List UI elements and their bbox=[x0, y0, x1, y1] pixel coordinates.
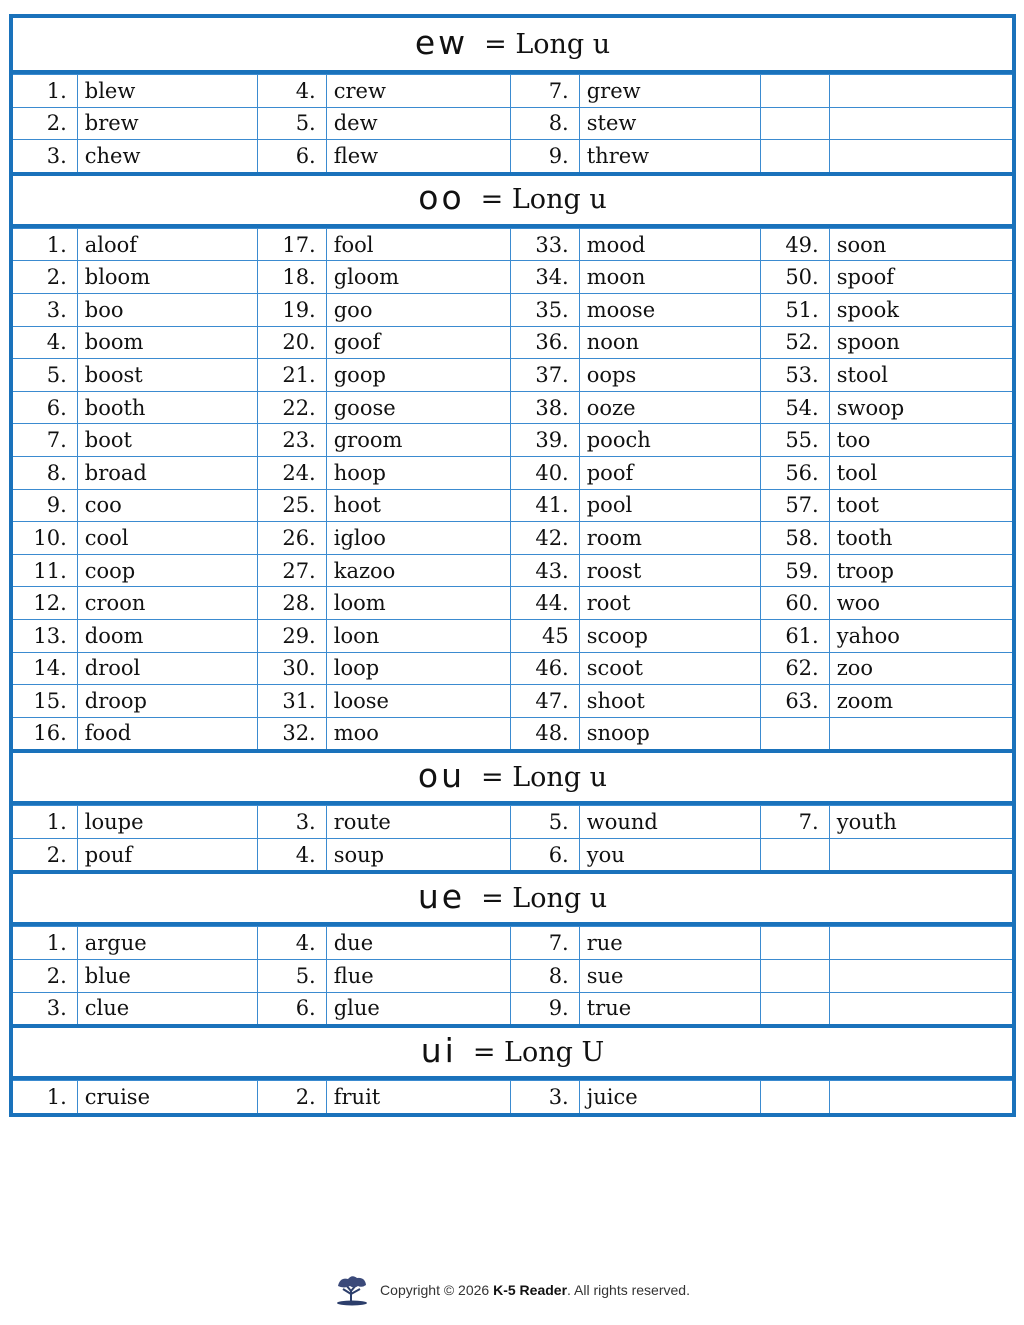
vocab-word: pooch bbox=[579, 424, 761, 457]
vocab-word bbox=[829, 107, 1012, 140]
item-number: 19. bbox=[258, 293, 326, 326]
vocab-word: brew bbox=[77, 107, 258, 140]
item-number: 22. bbox=[258, 391, 326, 424]
item-number: 51. bbox=[761, 293, 829, 326]
table-row bbox=[13, 522, 1012, 555]
item-number: 5. bbox=[258, 960, 326, 993]
vocab-word: bloom bbox=[77, 261, 258, 294]
item-number: 35. bbox=[511, 293, 579, 326]
vocab-word: loom bbox=[326, 587, 511, 620]
vocab-word: blue bbox=[77, 960, 258, 993]
section-oo bbox=[13, 172, 1012, 750]
item-number bbox=[761, 717, 829, 749]
item-number: 30. bbox=[258, 652, 326, 685]
section-ew bbox=[13, 18, 1012, 172]
vocab-word: route bbox=[326, 806, 511, 839]
section-header bbox=[13, 749, 1012, 805]
item-number: 49. bbox=[761, 228, 829, 261]
item-number: 21. bbox=[258, 359, 326, 392]
vocab-word: fool bbox=[326, 228, 511, 261]
vocab-word bbox=[829, 717, 1012, 749]
item-number: 10. bbox=[13, 522, 77, 555]
table-row bbox=[13, 587, 1012, 620]
section-header bbox=[13, 18, 1012, 74]
table-row bbox=[13, 261, 1012, 294]
copyright-prefix: Copyright © 2026 bbox=[380, 1282, 490, 1298]
vocab-word: spoof bbox=[829, 261, 1012, 294]
vocab-word: aloof bbox=[77, 228, 258, 261]
item-number: 38. bbox=[511, 391, 579, 424]
item-number: 5. bbox=[258, 107, 326, 140]
spelling-pattern: ew bbox=[414, 22, 469, 62]
vocab-word: zoom bbox=[829, 685, 1012, 718]
item-number: 6. bbox=[258, 992, 326, 1024]
table-row bbox=[13, 1081, 1012, 1113]
word-table bbox=[13, 228, 1012, 750]
vocab-word: pool bbox=[579, 489, 761, 522]
vocab-word bbox=[829, 140, 1012, 172]
vocab-word: flue bbox=[326, 960, 511, 993]
section-ou bbox=[13, 749, 1012, 870]
vocab-word: grew bbox=[579, 75, 761, 108]
spelling-pattern: ue bbox=[417, 876, 466, 916]
item-number: 36. bbox=[511, 326, 579, 359]
item-number: 29. bbox=[258, 619, 326, 652]
table-row bbox=[13, 456, 1012, 489]
table-row bbox=[13, 960, 1012, 993]
item-number: 23. bbox=[258, 424, 326, 457]
item-number: 16. bbox=[13, 717, 77, 749]
vocab-word: kazoo bbox=[326, 554, 511, 587]
vocab-word: ooze bbox=[579, 391, 761, 424]
vocab-word: droop bbox=[77, 685, 258, 718]
vocab-word: argue bbox=[77, 927, 258, 960]
vocab-word: hoop bbox=[326, 456, 511, 489]
item-number: 46. bbox=[511, 652, 579, 685]
item-number: 41. bbox=[511, 489, 579, 522]
vocab-word: true bbox=[579, 992, 761, 1024]
vocab-word: blew bbox=[77, 75, 258, 108]
vocab-word: boost bbox=[77, 359, 258, 392]
vocab-word: moose bbox=[579, 293, 761, 326]
vocab-word: loon bbox=[326, 619, 511, 652]
vocab-word: doom bbox=[77, 619, 258, 652]
vocab-word bbox=[829, 992, 1012, 1024]
vocab-word bbox=[829, 838, 1012, 870]
vocab-word: juice bbox=[579, 1081, 761, 1113]
section-ue bbox=[13, 870, 1012, 1024]
word-table bbox=[13, 1080, 1012, 1113]
item-number: 24. bbox=[258, 456, 326, 489]
vocab-word: pouf bbox=[77, 838, 258, 870]
spelling-pattern: ui bbox=[420, 1030, 457, 1070]
section-header bbox=[13, 870, 1012, 926]
item-number: 45 bbox=[511, 619, 579, 652]
item-number: 12. bbox=[13, 587, 77, 620]
item-number: 9. bbox=[13, 489, 77, 522]
item-number: 3. bbox=[258, 806, 326, 839]
vocab-word: goop bbox=[326, 359, 511, 392]
item-number: 55. bbox=[761, 424, 829, 457]
vocab-word: youth bbox=[829, 806, 1012, 839]
item-number: 63. bbox=[761, 685, 829, 718]
sound-label: = Long u bbox=[484, 28, 611, 60]
sound-label: = Long u bbox=[480, 184, 607, 216]
table-row bbox=[13, 359, 1012, 392]
vocab-word: clue bbox=[77, 992, 258, 1024]
table-row bbox=[13, 107, 1012, 140]
sound-label: = Long u bbox=[481, 882, 608, 914]
vocab-word: chew bbox=[77, 140, 258, 172]
vocab-word: boom bbox=[77, 326, 258, 359]
item-number: 53. bbox=[761, 359, 829, 392]
vocab-word: gloom bbox=[326, 261, 511, 294]
vocab-word: shoot bbox=[579, 685, 761, 718]
item-number: 9. bbox=[511, 992, 579, 1024]
item-number bbox=[761, 960, 829, 993]
section-header bbox=[13, 172, 1012, 228]
table-row bbox=[13, 326, 1012, 359]
vocab-word: hoot bbox=[326, 489, 511, 522]
item-number: 2. bbox=[13, 838, 77, 870]
vocab-word: scoot bbox=[579, 652, 761, 685]
item-number bbox=[761, 107, 829, 140]
item-number: 20. bbox=[258, 326, 326, 359]
vocab-word: soup bbox=[326, 838, 511, 870]
item-number: 2. bbox=[13, 261, 77, 294]
vocab-word: goo bbox=[326, 293, 511, 326]
vocab-word: troop bbox=[829, 554, 1012, 587]
item-number bbox=[761, 75, 829, 108]
item-number: 4. bbox=[258, 838, 326, 870]
vocab-word bbox=[829, 927, 1012, 960]
vocab-word: tooth bbox=[829, 522, 1012, 555]
word-table bbox=[13, 926, 1012, 1024]
vocab-word bbox=[829, 960, 1012, 993]
item-number: 37. bbox=[511, 359, 579, 392]
vocab-word: fruit bbox=[326, 1081, 511, 1113]
item-number: 56. bbox=[761, 456, 829, 489]
spelling-pattern: oo bbox=[418, 178, 465, 218]
item-number: 7. bbox=[511, 927, 579, 960]
word-table bbox=[13, 74, 1012, 172]
section-header bbox=[13, 1024, 1012, 1080]
spelling-pattern: ou bbox=[417, 755, 466, 795]
table-row bbox=[13, 554, 1012, 587]
item-number: 1. bbox=[13, 927, 77, 960]
item-number: 6. bbox=[13, 391, 77, 424]
item-number: 1. bbox=[13, 75, 77, 108]
item-number: 8. bbox=[511, 960, 579, 993]
vocab-word: stool bbox=[829, 359, 1012, 392]
vocab-word: goof bbox=[326, 326, 511, 359]
item-number: 7. bbox=[13, 424, 77, 457]
section-ui bbox=[13, 1024, 1012, 1113]
item-number: 7. bbox=[511, 75, 579, 108]
item-number: 28. bbox=[258, 587, 326, 620]
vocab-word: too bbox=[829, 424, 1012, 457]
table-row bbox=[13, 685, 1012, 718]
item-number bbox=[761, 927, 829, 960]
item-number: 40. bbox=[511, 456, 579, 489]
tree-logo-icon bbox=[334, 1274, 370, 1306]
item-number: 1. bbox=[13, 1081, 77, 1113]
vocab-word: threw bbox=[579, 140, 761, 172]
item-number: 27. bbox=[258, 554, 326, 587]
vocab-word: flew bbox=[326, 140, 511, 172]
vocab-word: dew bbox=[326, 107, 511, 140]
item-number: 4. bbox=[258, 75, 326, 108]
vocab-word: sue bbox=[579, 960, 761, 993]
item-number: 48. bbox=[511, 717, 579, 749]
item-number: 13. bbox=[13, 619, 77, 652]
item-number: 14. bbox=[13, 652, 77, 685]
table-row bbox=[13, 424, 1012, 457]
vocab-word: stew bbox=[579, 107, 761, 140]
item-number: 3. bbox=[13, 293, 77, 326]
vocab-word: broad bbox=[77, 456, 258, 489]
item-number: 50. bbox=[761, 261, 829, 294]
item-number: 42. bbox=[511, 522, 579, 555]
vocab-word bbox=[829, 1081, 1012, 1113]
table-row bbox=[13, 140, 1012, 172]
item-number: 57. bbox=[761, 489, 829, 522]
table-row bbox=[13, 293, 1012, 326]
vocab-word: cool bbox=[77, 522, 258, 555]
item-number: 4. bbox=[13, 326, 77, 359]
vocab-word: roost bbox=[579, 554, 761, 587]
item-number: 52. bbox=[761, 326, 829, 359]
item-number: 5. bbox=[511, 806, 579, 839]
item-number: 17. bbox=[258, 228, 326, 261]
vocab-word: poof bbox=[579, 456, 761, 489]
vocab-word: yahoo bbox=[829, 619, 1012, 652]
item-number: 6. bbox=[258, 140, 326, 172]
vocab-word: moon bbox=[579, 261, 761, 294]
item-number: 15. bbox=[13, 685, 77, 718]
copyright-footer bbox=[0, 1272, 1024, 1308]
vocab-word: glue bbox=[326, 992, 511, 1024]
vocab-word: spook bbox=[829, 293, 1012, 326]
vocab-word: you bbox=[579, 838, 761, 870]
vocab-word: loose bbox=[326, 685, 511, 718]
copyright-suffix: . All rights reserved. bbox=[567, 1282, 690, 1298]
vocab-word: igloo bbox=[326, 522, 511, 555]
vocab-word: boo bbox=[77, 293, 258, 326]
vocab-word: coop bbox=[77, 554, 258, 587]
vocab-word: room bbox=[579, 522, 761, 555]
vocab-word: boot bbox=[77, 424, 258, 457]
vocab-word: mood bbox=[579, 228, 761, 261]
table-row bbox=[13, 838, 1012, 870]
item-number: 3. bbox=[13, 140, 77, 172]
vocab-word: tool bbox=[829, 456, 1012, 489]
table-row bbox=[13, 391, 1012, 424]
item-number bbox=[761, 838, 829, 870]
vocab-word: root bbox=[579, 587, 761, 620]
item-number: 4. bbox=[258, 927, 326, 960]
vocab-word: noon bbox=[579, 326, 761, 359]
table-row bbox=[13, 619, 1012, 652]
vocab-word: soon bbox=[829, 228, 1012, 261]
item-number: 18. bbox=[258, 261, 326, 294]
vocab-word: loop bbox=[326, 652, 511, 685]
vocab-word: loupe bbox=[77, 806, 258, 839]
word-list-sheet bbox=[9, 14, 1016, 1117]
item-number: 62. bbox=[761, 652, 829, 685]
vocab-word: swoop bbox=[829, 391, 1012, 424]
item-number: 61. bbox=[761, 619, 829, 652]
item-number: 25. bbox=[258, 489, 326, 522]
vocab-word: spoon bbox=[829, 326, 1012, 359]
vocab-word: snoop bbox=[579, 717, 761, 749]
table-row bbox=[13, 927, 1012, 960]
vocab-word: drool bbox=[77, 652, 258, 685]
item-number bbox=[761, 140, 829, 172]
item-number: 2. bbox=[258, 1081, 326, 1113]
table-row bbox=[13, 806, 1012, 839]
item-number: 39. bbox=[511, 424, 579, 457]
item-number: 8. bbox=[13, 456, 77, 489]
vocab-word: croon bbox=[77, 587, 258, 620]
sound-label: = Long u bbox=[481, 761, 608, 793]
item-number: 47. bbox=[511, 685, 579, 718]
vocab-word: due bbox=[326, 927, 511, 960]
item-number: 2. bbox=[13, 960, 77, 993]
item-number: 9. bbox=[511, 140, 579, 172]
word-table bbox=[13, 805, 1012, 870]
vocab-word: wound bbox=[579, 806, 761, 839]
item-number: 8. bbox=[511, 107, 579, 140]
table-row bbox=[13, 652, 1012, 685]
table-row bbox=[13, 489, 1012, 522]
vocab-word: food bbox=[77, 717, 258, 749]
item-number: 5. bbox=[13, 359, 77, 392]
item-number: 60. bbox=[761, 587, 829, 620]
vocab-word: oops bbox=[579, 359, 761, 392]
table-row bbox=[13, 717, 1012, 749]
sound-label: = Long U bbox=[472, 1036, 605, 1068]
vocab-word: scoop bbox=[579, 619, 761, 652]
vocab-word: rue bbox=[579, 927, 761, 960]
vocab-word: groom bbox=[326, 424, 511, 457]
item-number: 7. bbox=[761, 806, 829, 839]
item-number: 33. bbox=[511, 228, 579, 261]
item-number: 1. bbox=[13, 806, 77, 839]
vocab-word: crew bbox=[326, 75, 511, 108]
item-number: 31. bbox=[258, 685, 326, 718]
table-row bbox=[13, 992, 1012, 1024]
vocab-word: toot bbox=[829, 489, 1012, 522]
item-number: 34. bbox=[511, 261, 579, 294]
item-number: 32. bbox=[258, 717, 326, 749]
item-number: 54. bbox=[761, 391, 829, 424]
item-number: 44. bbox=[511, 587, 579, 620]
vocab-word: woo bbox=[829, 587, 1012, 620]
item-number bbox=[761, 992, 829, 1024]
vocab-word bbox=[829, 75, 1012, 108]
item-number: 1. bbox=[13, 228, 77, 261]
item-number: 58. bbox=[761, 522, 829, 555]
vocab-word: zoo bbox=[829, 652, 1012, 685]
table-row bbox=[13, 75, 1012, 108]
item-number: 59. bbox=[761, 554, 829, 587]
vocab-word: goose bbox=[326, 391, 511, 424]
item-number: 26. bbox=[258, 522, 326, 555]
item-number: 11. bbox=[13, 554, 77, 587]
item-number: 2. bbox=[13, 107, 77, 140]
vocab-word: booth bbox=[77, 391, 258, 424]
table-row bbox=[13, 228, 1012, 261]
vocab-word: coo bbox=[77, 489, 258, 522]
item-number bbox=[761, 1081, 829, 1113]
vocab-word: cruise bbox=[77, 1081, 258, 1113]
brand-name: K-5 Reader bbox=[493, 1282, 568, 1298]
item-number: 3. bbox=[13, 992, 77, 1024]
item-number: 43. bbox=[511, 554, 579, 587]
item-number: 3. bbox=[511, 1081, 579, 1113]
vocab-word: moo bbox=[326, 717, 511, 749]
item-number: 6. bbox=[511, 838, 579, 870]
